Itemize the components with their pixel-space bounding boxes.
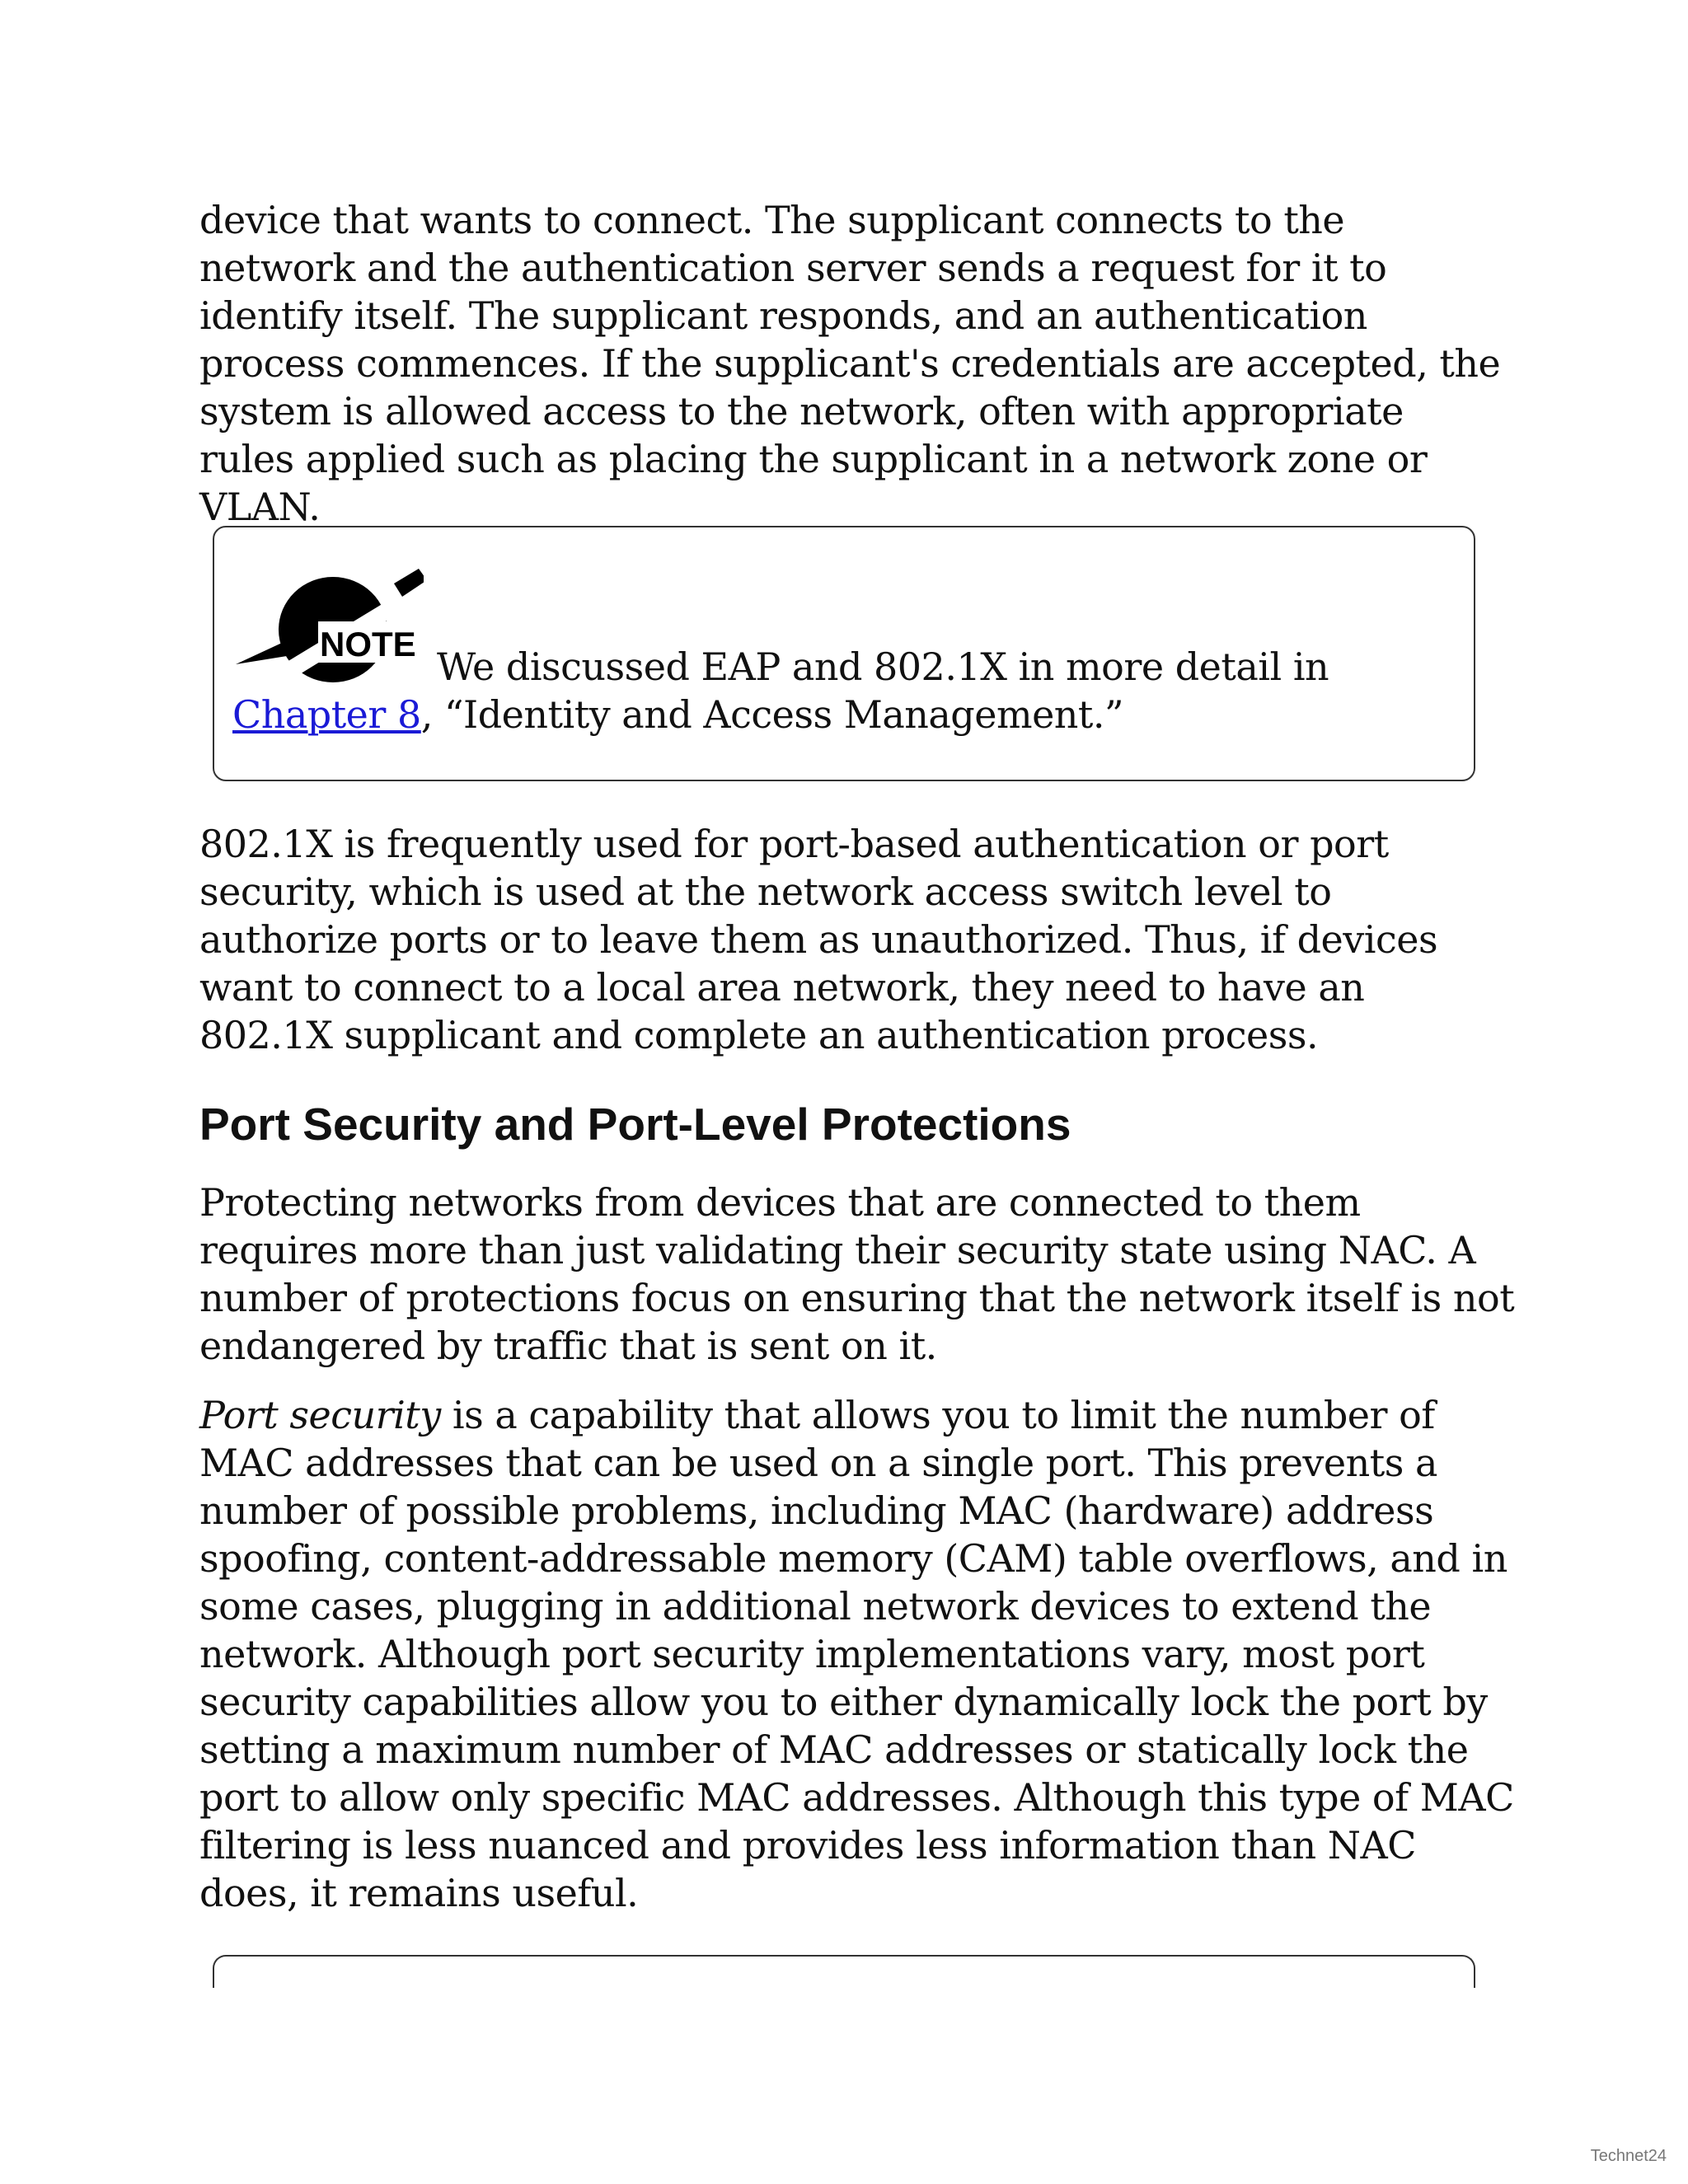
note-text-before: We discussed EAP and 802.1X in more detail in [437, 644, 1329, 689]
paragraph-1: device that wants to connect. The supplicant connects to the network and the authentication server sends a request for it to identify itself. The supplicant responds, and an authentication process commences. If the supplicant's credentials are accepted, the system is allowed access to the network, often with appropriate rules applied such as placing the supplicant in a network zone or VLAN. [199, 198, 1501, 529]
paragraph-3-container [199, 1179, 1518, 1370]
section-heading: Port Security and Port-Level Protections [199, 1099, 1071, 1150]
paragraph-4 [199, 1391, 1518, 1917]
chapter-8-link[interactable]: Chapter 8 [232, 692, 421, 737]
paragraph-3: Protecting networks from devices that are connected to them requires more than just validating their security state using NAC. A number of protections focus on ensuring that the network itself is not endangered by traffic that is sent on it. [199, 1180, 1515, 1368]
port-security-term: Port security [199, 1393, 441, 1437]
paragraph-1-container [199, 196, 1502, 531]
paragraph-2: 802.1X is frequently used for port-based authentication or port security, which is used at the network access switch level to authorize ports or to leave them as unauthorized. Thus, if devices want to connect to a local area network, they need to have an 802.1X supplicant and complete an authentication process. [199, 822, 1438, 1057]
paragraph-2-container [199, 820, 1502, 1059]
next-note-box-top [213, 1955, 1475, 1988]
paragraph-4-text: is a capability that allows you to limit the number of MAC addresses that can be used on a single port. This prevents a number of possible problems, including MAC (hardware) address spoofing, content-addressable memory (CAM) table overflows, and in some cases, plugging in additional network devices to extend the network. Although port security implementations vary, most port security capabilities allow you to either dynamically lock the port by setting a maximum number of MAC addresses or statically lock the port to allow only specific MAC addresses. Although this type of MAC filtering is less nuanced and provides less information than NAC does, it remains useful. [199, 1393, 1514, 1915]
paragraph-4-container [199, 1391, 1518, 1917]
note-box [213, 526, 1475, 781]
note-text [232, 643, 1452, 738]
watermark: Technet24 [1590, 2147, 1667, 2165]
note-icon-label: NOTE [320, 625, 416, 663]
note-text-after: , “Identity and Access Management.” [420, 692, 1124, 737]
